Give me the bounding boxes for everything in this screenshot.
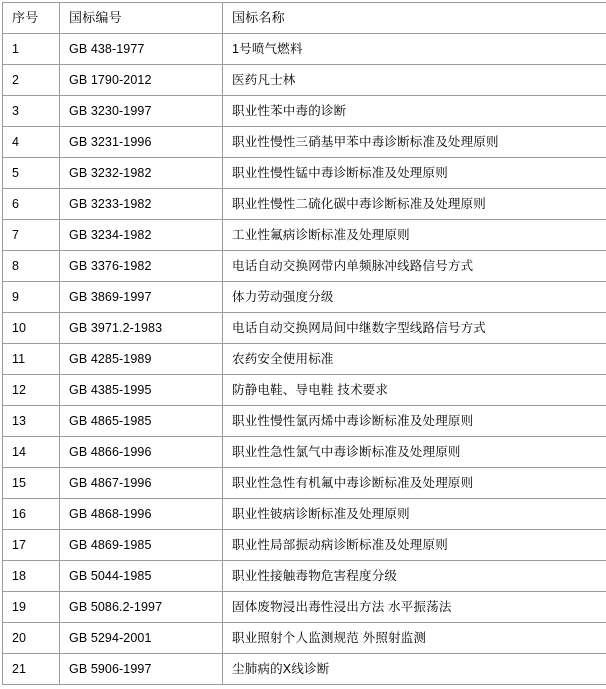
cell-code: GB 3231-1996 — [60, 127, 223, 158]
cell-index: 4 — [3, 127, 60, 158]
cell-code: GB 3869-1997 — [60, 282, 223, 313]
cell-code: GB 5294-2001 — [60, 623, 223, 654]
cell-name: 医药凡士林 — [223, 65, 606, 96]
cell-name: 工业性氟病诊断标准及处理原则 — [223, 220, 606, 251]
table-row — [3, 375, 606, 406]
table-row — [3, 654, 606, 685]
table-header — [3, 3, 606, 34]
cell-name: 职业性急性氯气中毒诊断标准及处理原则 — [223, 437, 606, 468]
cell-name: 职业性苯中毒的诊断 — [223, 96, 606, 127]
table-row — [3, 468, 606, 499]
table-row — [3, 127, 606, 158]
table-row — [3, 561, 606, 592]
cell-code: GB 4385-1995 — [60, 375, 223, 406]
cell-name: 职业照射个人监测规范 外照射监测 — [223, 623, 606, 654]
table-row — [3, 96, 606, 127]
cell-code: GB 3232-1982 — [60, 158, 223, 189]
cell-code: GB 4285-1989 — [60, 344, 223, 375]
table-row — [3, 34, 606, 65]
column-header-index: 序号 — [3, 3, 60, 34]
cell-index: 13 — [3, 406, 60, 437]
cell-code: GB 5044-1985 — [60, 561, 223, 592]
cell-code: GB 3230-1997 — [60, 96, 223, 127]
table-header-row — [3, 3, 606, 34]
cell-index: 16 — [3, 499, 60, 530]
cell-index: 18 — [3, 561, 60, 592]
cell-index: 19 — [3, 592, 60, 623]
cell-index: 14 — [3, 437, 60, 468]
cell-index: 17 — [3, 530, 60, 561]
cell-name: 职业性铍病诊断标准及处理原则 — [223, 499, 606, 530]
cell-code: GB 4865-1985 — [60, 406, 223, 437]
table-row — [3, 158, 606, 189]
cell-name: 职业性慢性三硝基甲苯中毒诊断标准及处理原则 — [223, 127, 606, 158]
cell-name: 尘肺病的X线诊断 — [223, 654, 606, 685]
cell-index: 10 — [3, 313, 60, 344]
cell-code: GB 1790-2012 — [60, 65, 223, 96]
cell-name: 职业性局部振动病诊断标准及处理原则 — [223, 530, 606, 561]
cell-code: GB 4869-1985 — [60, 530, 223, 561]
cell-code: GB 5086.2-1997 — [60, 592, 223, 623]
column-header-name: 国标名称 — [223, 3, 606, 34]
cell-name: 固体废物浸出毒性浸出方法 水平振荡法 — [223, 592, 606, 623]
table-row — [3, 189, 606, 220]
cell-index: 9 — [3, 282, 60, 313]
cell-code: GB 3234-1982 — [60, 220, 223, 251]
cell-code: GB 5906-1997 — [60, 654, 223, 685]
table-row — [3, 282, 606, 313]
cell-code: GB 3376-1982 — [60, 251, 223, 282]
cell-name: 职业性急性有机氟中毒诊断标准及处理原则 — [223, 468, 606, 499]
cell-name: 职业性接触毒物危害程度分级 — [223, 561, 606, 592]
cell-index: 2 — [3, 65, 60, 96]
table-row — [3, 592, 606, 623]
standards-table — [2, 2, 606, 685]
cell-code: GB 3971.2-1983 — [60, 313, 223, 344]
table-row — [3, 499, 606, 530]
cell-index: 21 — [3, 654, 60, 685]
cell-name: 职业性慢性氯丙烯中毒诊断标准及处理原则 — [223, 406, 606, 437]
table-row — [3, 344, 606, 375]
cell-name: 防静电鞋、导电鞋 技术要求 — [223, 375, 606, 406]
table-row — [3, 437, 606, 468]
cell-index: 7 — [3, 220, 60, 251]
cell-code: GB 3233-1982 — [60, 189, 223, 220]
cell-name: 体力劳动强度分级 — [223, 282, 606, 313]
cell-name: 1号喷气燃料 — [223, 34, 606, 65]
cell-name: 职业性慢性二硫化碳中毒诊断标准及处理原则 — [223, 189, 606, 220]
cell-name: 电话自动交换网带内单频脉冲线路信号方式 — [223, 251, 606, 282]
table-row — [3, 530, 606, 561]
cell-index: 1 — [3, 34, 60, 65]
column-header-code: 国标编号 — [60, 3, 223, 34]
table-row — [3, 313, 606, 344]
cell-index: 3 — [3, 96, 60, 127]
cell-code: GB 438-1977 — [60, 34, 223, 65]
table-row — [3, 623, 606, 654]
cell-index: 20 — [3, 623, 60, 654]
cell-index: 15 — [3, 468, 60, 499]
cell-code: GB 4866-1996 — [60, 437, 223, 468]
cell-name: 电话自动交换网局间中继数字型线路信号方式 — [223, 313, 606, 344]
cell-index: 6 — [3, 189, 60, 220]
cell-name: 职业性慢性锰中毒诊断标准及处理原则 — [223, 158, 606, 189]
cell-code: GB 4868-1996 — [60, 499, 223, 530]
table-row — [3, 65, 606, 96]
table-row — [3, 406, 606, 437]
table-body — [3, 34, 606, 685]
cell-index: 12 — [3, 375, 60, 406]
cell-index: 5 — [3, 158, 60, 189]
cell-code: GB 4867-1996 — [60, 468, 223, 499]
cell-index: 11 — [3, 344, 60, 375]
cell-name: 农药安全使用标准 — [223, 344, 606, 375]
table-row — [3, 220, 606, 251]
table-row — [3, 251, 606, 282]
cell-index: 8 — [3, 251, 60, 282]
